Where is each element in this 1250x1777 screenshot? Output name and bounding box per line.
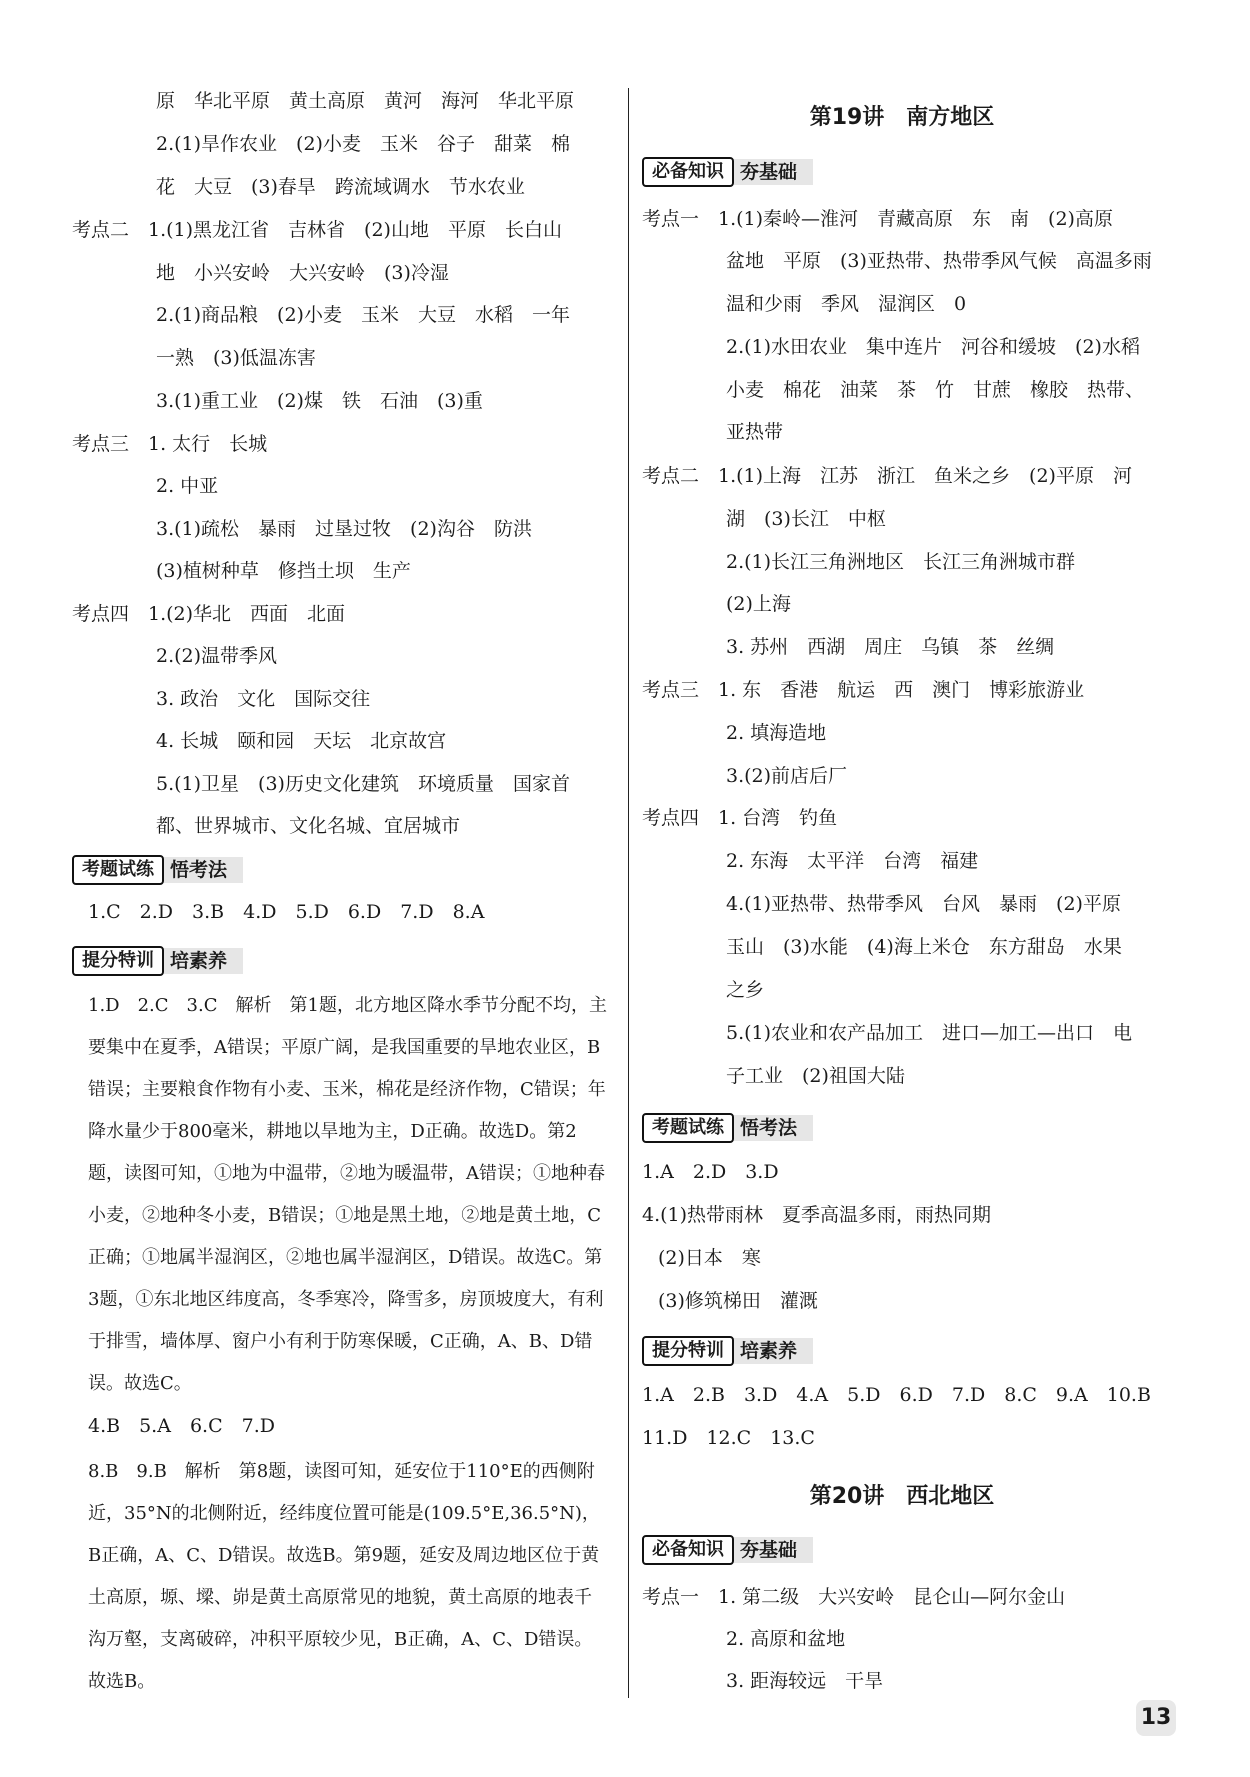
text-line: 5.(1)农业和农产品加工 进口—加工—出口 电 <box>726 1022 1133 1044</box>
section-header-box: 考题试练 <box>72 855 164 885</box>
text-line: 子工业 (2)祖国大陆 <box>726 1065 905 1087</box>
text-line: 2.(1)旱作农业 (2)小麦 玉米 谷子 甜菜 棉 <box>156 133 570 155</box>
explanation-paragraph: 8.B 9.B 解析 第8题，读图可知，延安位于110°E的西侧附近，35°N的北侧附近，经纬度位置可能是(109.5°E,36.5°N)，B正确，A、C、D错误。故选B。第9题，延安及周边地区位于黄土高原，塬、墚、峁是黄土高原常见的地貌，黄土高原的地表千沟万壑，支离破碎，冲积平原较少见，B正确，A、C、D错误。故选B。 <box>88 1461 600 1692</box>
text-line: (3)修筑梯田 灌溉 <box>658 1290 818 1312</box>
section-header-exam-practice <box>642 1113 813 1143</box>
section-header-improvement <box>642 1336 813 1366</box>
section-header-tail: 夯基础 <box>734 1537 813 1563</box>
text-line: 之乡 <box>726 979 765 1001</box>
text-line: 2. 中亚 <box>156 475 219 497</box>
section-header-knowledge <box>642 157 813 187</box>
section-header-tail: 培素养 <box>164 948 243 974</box>
text-line: 3. 政治 文化 国际交往 <box>156 688 371 710</box>
section-header-tail: 培素养 <box>734 1338 813 1364</box>
text-line: (3)植树种草 修挡土坝 生产 <box>156 560 411 582</box>
text-line: 3.(1)重工业 (2)煤 铁 石油 (3)重 <box>156 390 483 412</box>
answer-line: 1.A 2.D 3.D <box>642 1161 779 1183</box>
text-line: 3. 距海较远 干旱 <box>726 1670 884 1692</box>
text-line: 3.(1)疏松 暴雨 过垦过牧 (2)沟谷 防洪 <box>156 518 532 540</box>
text-line: (2)日本 寒 <box>658 1247 761 1269</box>
text-line: 小麦 棉花 油菜 茶 竹 甘蔗 橡胶 热带、 <box>726 379 1145 401</box>
text-line: 考点四 1. 台湾 钓鱼 <box>642 807 838 829</box>
text-line: 2.(1)长江三角洲地区 长江三角洲城市群 <box>726 551 1076 573</box>
text-line: 2. 东海 太平洋 台湾 福建 <box>726 850 979 872</box>
text-line: 2. 高原和盆地 <box>726 1628 846 1650</box>
text-line: 4.(1)热带雨林 夏季高温多雨，雨热同期 <box>642 1204 992 1226</box>
text-line: 2.(1)商品粮 (2)小麦 玉米 大豆 水稻 一年 <box>156 304 570 326</box>
section-header-tail: 悟考法 <box>734 1115 813 1141</box>
text-line: (2)上海 <box>726 593 791 615</box>
text-line: 一熟 (3)低温冻害 <box>156 347 316 369</box>
text-line: 5.(1)卫星 (3)历史文化建筑 环境质量 国家首 <box>156 773 570 795</box>
section-header-knowledge <box>642 1535 813 1565</box>
section-header-box: 必备知识 <box>642 1535 734 1565</box>
text-line: 3.(2)前店后厂 <box>726 765 848 787</box>
section-header-box: 提分特训 <box>72 946 164 976</box>
text-line: 亚热带 <box>726 421 784 443</box>
answer-line: 11.D 12.C 13.C <box>642 1427 815 1449</box>
text-line: 考点四 1.(2)华北 西面 北面 <box>72 603 346 625</box>
page-number: 13 <box>1136 1700 1176 1736</box>
text-line: 考点二 1.(1)上海 江苏 浙江 鱼米之乡 (2)平原 河 <box>642 465 1132 487</box>
text-line: 考点一 1. 第二级 大兴安岭 昆仑山—阿尔金山 <box>642 1586 1066 1608</box>
text-line: 盆地 平原 (3)亚热带、热带季风气候 高温多雨 <box>726 250 1152 272</box>
text-line: 4. 长城 颐和园 天坛 北京故宫 <box>156 730 447 752</box>
text-line: 考点三 1. 太行 长城 <box>72 433 268 455</box>
text-line: 3. 苏州 西湖 周庄 乌镇 茶 丝绸 <box>726 636 1055 658</box>
text-line: 2.(2)温带季风 <box>156 645 278 667</box>
text-line: 都、世界城市、文化名城、宜居城市 <box>156 815 461 837</box>
text-line: 2. 填海造地 <box>726 722 827 744</box>
text-line: 考点三 1. 东 香港 航运 西 澳门 博彩旅游业 <box>642 679 1085 701</box>
section-header-box: 必备知识 <box>642 157 734 187</box>
text-line: 温和少雨 季风 湿润区 0 <box>726 293 967 315</box>
answer-line: 1.A 2.B 3.D 4.A 5.D 6.D 7.D 8.C 9.A 10.B <box>642 1384 1151 1406</box>
answer-line: 4.B 5.A 6.C 7.D <box>88 1415 275 1437</box>
section-header-box: 提分特训 <box>642 1336 734 1366</box>
section-header-box: 考题试练 <box>642 1113 734 1143</box>
text-line: 湖 (3)长江 中枢 <box>726 508 886 530</box>
text-line: 考点二 1.(1)黑龙江省 吉林省 (2)山地 平原 长白山 <box>72 219 562 241</box>
section-header-improvement <box>72 946 243 976</box>
text-line: 2.(1)水田农业 集中连片 河谷和缓坡 (2)水稻 <box>726 336 1140 358</box>
section-header-exam-practice <box>72 855 243 885</box>
lecture-title: 第19讲 南方地区 <box>809 105 995 130</box>
text-line: 考点一 1.(1)秦岭—淮河 青藏高原 东 南 (2)高原 <box>642 208 1113 230</box>
text-line: 地 小兴安岭 大兴安岭 (3)冷湿 <box>156 262 449 284</box>
lecture-title: 第20讲 西北地区 <box>809 1484 995 1509</box>
text-line: 4.(1)亚热带、热带季风 台风 暴雨 (2)平原 <box>726 893 1121 915</box>
column-divider <box>628 88 629 1698</box>
text-line: 玉山 (3)水能 (4)海上米仓 东方甜岛 水果 <box>726 936 1122 958</box>
explanation-paragraph: 1.D 2.C 3.C 解析 第1题，北方地区降水季节分配不均，主要集中在夏季，A错误；平原广阔，是我国重要的旱地农业区，B错误；主要粮食作物有小麦、玉米，棉花是经济作物，C错误；年降水量少于800毫米，耕地以旱地为主，D正确。故选D。第2题，读图可知，①地为中温带，②地为暖温带，A错误；①地种春小麦，②地种冬小麦，B错误；①地是黑土地，②地是黄土地，C正确；①地属半湿润区，②地也属半湿润区，D错误。故选C。第3题，①东北地区纬度高，冬季寒冷，降雪多，房顶坡度大，有利于排雪，墙体厚、窗户小有利于防寒保暖，C正确，A、B、D错误。故选C。 <box>88 995 607 1394</box>
answer-line: 1.C 2.D 3.B 4.D 5.D 6.D 7.D 8.A <box>88 901 485 923</box>
section-header-tail: 悟考法 <box>164 857 243 883</box>
section-header-tail: 夯基础 <box>734 159 813 185</box>
text-line: 花 大豆 (3)春旱 跨流域调水 节水农业 <box>156 176 525 198</box>
text-line: 原 华北平原 黄土高原 黄河 海河 华北平原 <box>156 90 575 112</box>
